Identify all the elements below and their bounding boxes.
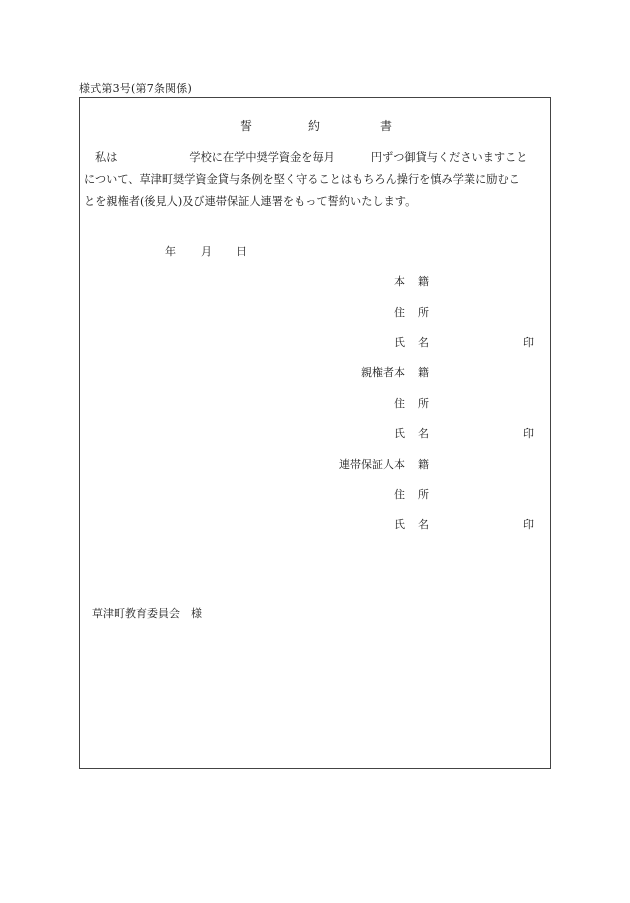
sig-guardian-name-char1: 氏 [394, 427, 405, 440]
addressee: 草津町教育委員会 様 [92, 607, 202, 620]
form-number-label: 様式第3号(第7条関係) [79, 82, 192, 95]
sig-applicant-domicile-char1: 本 [394, 275, 405, 288]
sig-guarantor-domicile-char1: 本 [394, 458, 405, 471]
sig-guarantor-prefix: 連帯保証人 [339, 458, 394, 471]
pledge-school-text: 学校に在学中奨学資金を毎月 [189, 151, 335, 164]
date-day: 日 [236, 245, 247, 258]
sig-guarantor-address-char1: 住 [394, 488, 405, 501]
sig-guardian-name-char2: 名 [418, 427, 429, 440]
sig-guarantor-name-char2: 名 [418, 518, 429, 531]
pledge-line-1 [84, 149, 550, 165]
sig-applicant-address-char1: 住 [394, 306, 405, 319]
sig-applicant-domicile-char2: 籍 [418, 275, 429, 288]
sig-guardian-address-char1: 住 [394, 397, 405, 410]
sig-guarantor-address-char2: 所 [418, 488, 429, 501]
seal-mark-applicant: 印 [523, 336, 534, 349]
title-char-1: 誓 [240, 119, 253, 133]
title-char-2: 約 [308, 119, 321, 133]
seal-mark-guardian: 印 [523, 427, 534, 440]
sig-guardian-address-char2: 所 [418, 397, 429, 410]
sig-guarantor-domicile-char2: 籍 [418, 458, 429, 471]
pledge-amount-text: 円ずつ御貸与くださいますこと [370, 151, 528, 164]
title-char-3: 書 [380, 119, 393, 133]
sig-applicant-address-char2: 所 [418, 306, 429, 319]
sig-guarantor-name-char1: 氏 [394, 518, 405, 531]
pledge-line-3: とを親権者(後見人)及び連帯保証人連署をもって誓約いたします。 [84, 195, 417, 208]
sig-guardian-prefix: 親権者 [361, 366, 394, 379]
date-year: 年 [165, 245, 176, 258]
seal-mark-guarantor: 印 [523, 518, 534, 531]
pledge-line-2: について、草津町奨学資金貸与条例を堅く守ることはもちろん操行を慎み学業に励むこ [84, 173, 520, 186]
sig-applicant-name-char2: 名 [418, 336, 429, 349]
date-month: 月 [201, 245, 212, 258]
sig-guardian-domicile-char1: 本 [394, 366, 405, 379]
sig-guardian-domicile-char2: 籍 [418, 366, 429, 379]
sig-applicant-name-char1: 氏 [394, 336, 405, 349]
pledge-subject: 私は [95, 151, 118, 164]
